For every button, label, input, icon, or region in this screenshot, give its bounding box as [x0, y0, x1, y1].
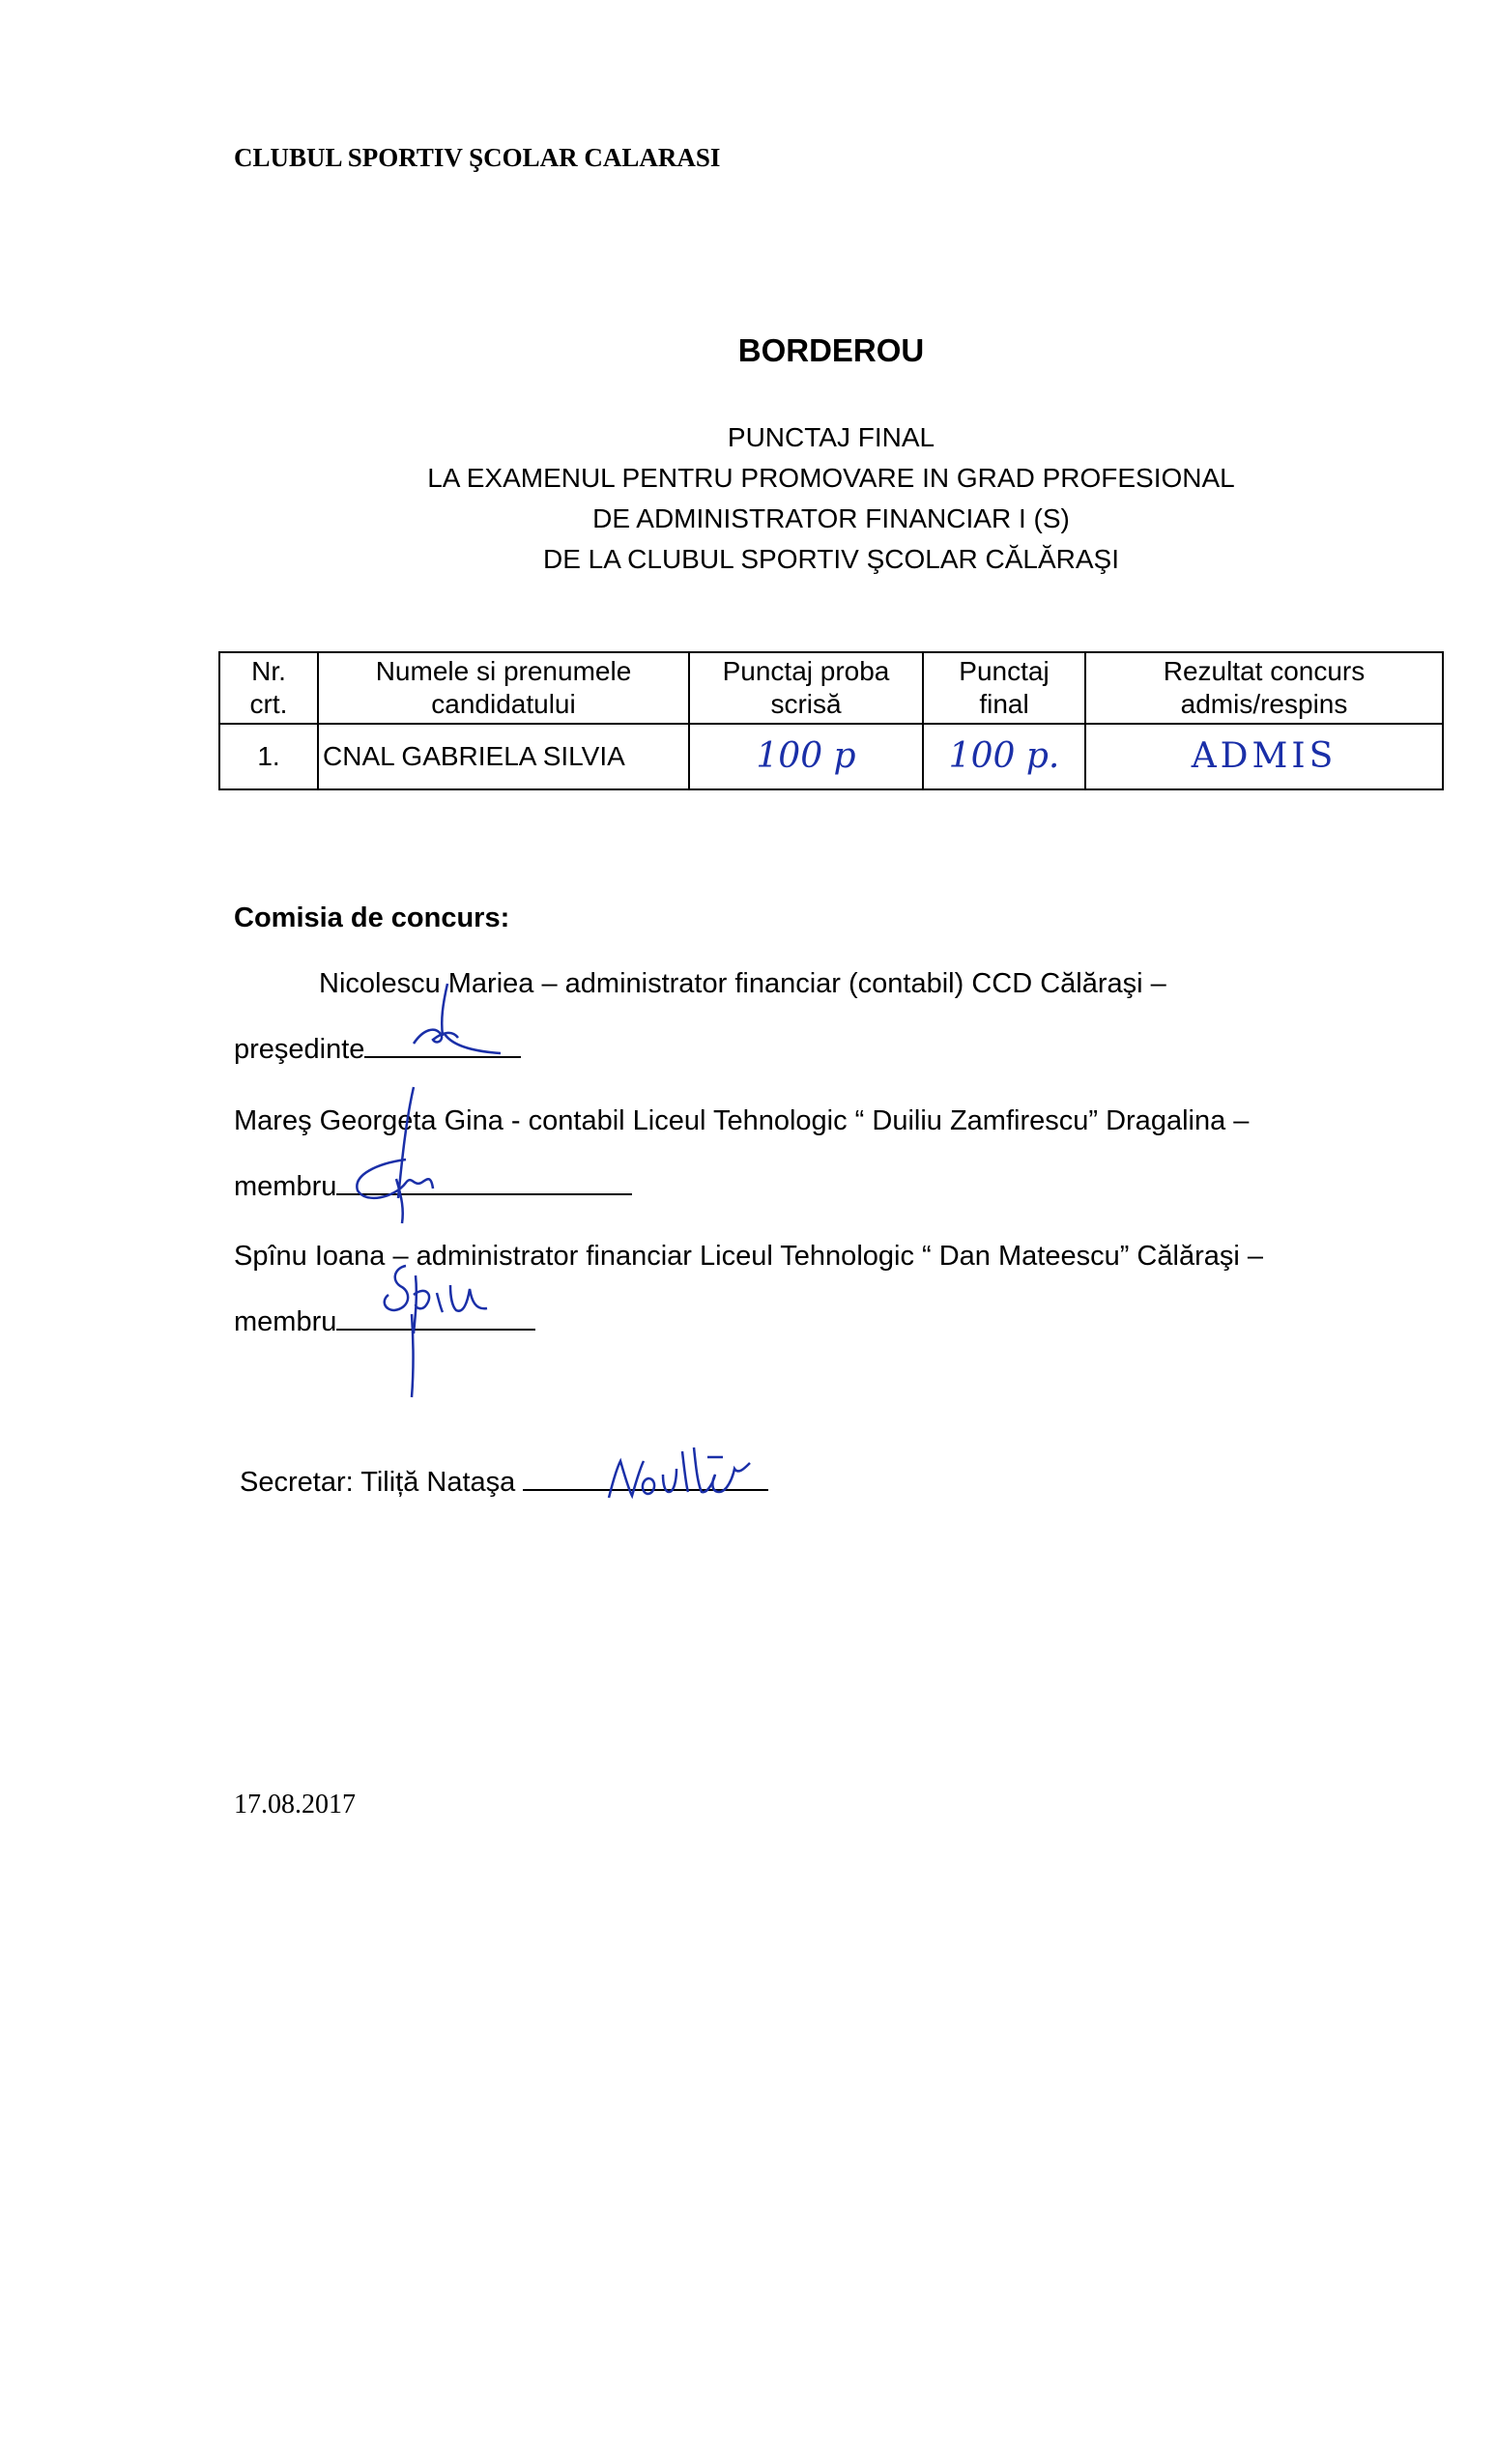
column-header: Rezultat concurs admis/respins — [1085, 652, 1443, 724]
subtitle-line: DE ADMINISTRATOR FINANCIAR I (S) — [592, 503, 1070, 533]
signature-president — [394, 976, 510, 1073]
subtitle-line: PUNCTAJ FINAL — [727, 422, 935, 452]
document-subtitle — [0, 417, 1496, 580]
member-role: membru — [234, 1171, 337, 1202]
column-header: Nr. crt. — [219, 652, 318, 724]
signature-secretary — [599, 1440, 773, 1507]
organization-name: CLUBUL SPORTIV ŞCOLAR CALARASI — [234, 143, 721, 172]
secretary-label: Secretar: Tiliță Nataşa — [240, 1467, 516, 1498]
committee-member-line: Mareş Georgeta Gina - contabil Liceul Tehnologic “ Duiliu Zamfirescu” Dragalina – — [234, 1105, 1250, 1136]
document-date: 17.08.2017 — [234, 1790, 356, 1819]
committee-title: Comisia de concurs: — [234, 903, 510, 933]
column-header: Punctaj proba scrisă — [689, 652, 923, 724]
column-header: Numele si prenumele candidatului — [318, 652, 689, 724]
signature-member-1 — [338, 1082, 464, 1227]
column-header: Punctaj final — [923, 652, 1085, 724]
committee-member-line: Nicolescu Mariea – administrator financiar (contabil) CCD Călăraşi – — [319, 968, 1166, 999]
written-score: 100 p — [689, 724, 923, 789]
signature-member-2 — [367, 1246, 512, 1401]
subtitle-line: LA EXAMENUL PENTRU PROMOVARE IN GRAD PROFESIONAL — [427, 463, 1235, 493]
committee-member-line: Spînu Ioana – administrator financiar Liceul Tehnologic “ Dan Mateescu” Călăraşi – — [234, 1241, 1263, 1272]
subtitle-line: DE LA CLUBUL SPORTIV ŞCOLAR CĂLĂRAŞI — [543, 544, 1119, 574]
final-score: 100 p. — [923, 724, 1085, 789]
row-number: 1. — [219, 724, 318, 789]
document-title: BORDEROU — [737, 332, 925, 368]
member-role: membru — [234, 1306, 337, 1337]
result-value: ADMIS — [1085, 724, 1443, 789]
member-role: preşedinte — [234, 1034, 365, 1065]
candidate-name: CNAL GABRIELA SILVIA — [318, 724, 689, 789]
results-table — [218, 651, 1444, 790]
table-row — [219, 724, 1443, 789]
table-header-row — [219, 652, 1443, 724]
